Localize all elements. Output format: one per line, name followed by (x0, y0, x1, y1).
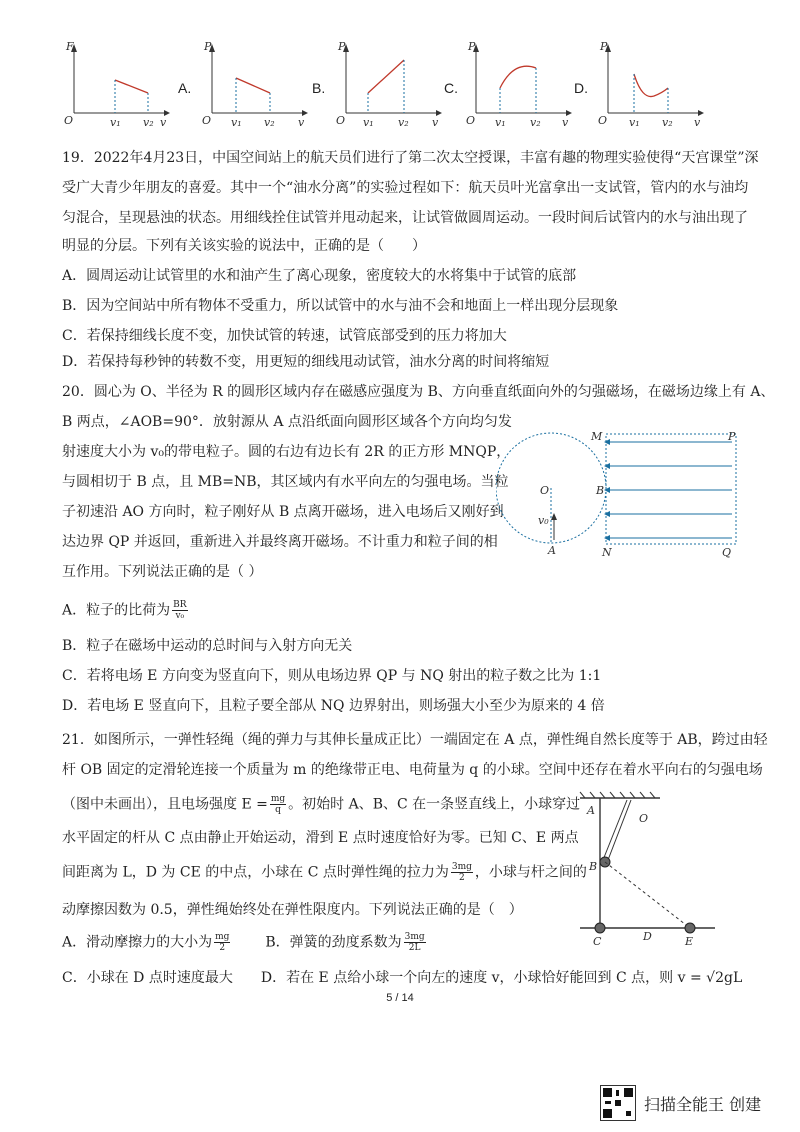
axis-label-x: v (160, 116, 167, 128)
scanner-watermark (600, 1085, 761, 1121)
q20-option-c: C．若将电场 E 方向变为竖直向下，则从电场边界 QP 与 NQ 射出的粒子数之比为 1:1 (62, 668, 602, 684)
q20-stem-line: 射速度大小为 v₀的带电粒子。圆的右边有边长有 2R 的正方形 MNQP， (62, 444, 511, 460)
q19-stem-line: 匀混合，呈现悬浊的状态。用细线拴住试管并甩动起来，让试管做圆周运动。一段时间后试管内的水与油出现了 (62, 210, 748, 226)
q19-option-d: D．若保持每秒钟的转数不变，用更短的细线甩动试管，油水分离的时间将缩短 (62, 354, 550, 370)
svg-text:O: O (639, 812, 649, 825)
graph-option-d (594, 38, 704, 128)
svg-text:v₂: v₂ (398, 116, 409, 128)
svg-text:v₂: v₂ (530, 116, 541, 128)
q20-stem-line: 达边界 QP 并返回，重新进入并最终离开磁场。不计重力和粒子间的相 (62, 534, 498, 550)
svg-text:C: C (593, 935, 602, 948)
svg-text:O: O (466, 114, 476, 127)
svg-text:v₁: v₁ (363, 116, 374, 128)
q21-stem-line: 间距离为 L，D 为 CE 的中点，小球在 C 点时弹性绳的拉力为 $\frac{3mg}{2}$ ，小球与杆之间的 (62, 862, 587, 883)
tick-v2: v₂ (143, 116, 154, 128)
svg-text:N: N (602, 546, 612, 559)
q19-stem-line: 19．2022年4月23日，中国空间站上的航天员们进行了第二次太空授课，丰富有趣的物理实验使得“天宫课堂”深 (62, 150, 759, 166)
q20-option-a: A．粒子的比荷为 $\frac{BR}{\text{v₀}}$ (62, 600, 187, 621)
svg-text:v₀: v₀ (538, 514, 549, 527)
svg-text:P: P (600, 40, 608, 53)
svg-text:B: B (589, 860, 598, 873)
svg-text:v₁: v₁ (629, 116, 640, 128)
svg-text:v: v (298, 116, 305, 128)
q20-stem-line: 与圆相切于 B 点，且 MB=NB，其区域内有水平向左的匀强电场。当粒 (62, 474, 509, 490)
q21-stem-line: 动摩擦因数为 0.5，弹性绳始终处在弹性限度内。下列说法正确的是（ ） (62, 902, 523, 918)
qr-code-icon (600, 1085, 636, 1121)
q19-option-c: C．若保持细线长度不变，加快试管的转速，试管底部受到的压力将加大 (62, 328, 507, 344)
q21-option-ab: A．滑动摩擦力的大小为 $\frac{mg}{2}$ B．弹簧的劲度系数为 $\frac{3mg}{2L}$ (62, 932, 425, 953)
q21-option-cd: C．小球在 D 点时速度最大 D．若在 E 点给小球一个向左的速度 v，小球恰好能回到 C 点，则 v = √2gL (62, 970, 743, 986)
svg-text:v₂: v₂ (662, 116, 673, 128)
tick-v1: v₁ (110, 116, 121, 128)
graph-option-b (332, 38, 442, 128)
q20-stem-line: 互作用。下列说法正确的是（ ） (62, 564, 263, 580)
fraction: $\frac{BR}{\text{v₀}}$ (173, 600, 187, 621)
q19-stem-line: 明显的分层。下列有关该实验的说法中，正确的是（ ） (62, 238, 426, 254)
svg-text:P: P (468, 40, 476, 53)
graph-f-v (60, 38, 170, 128)
svg-text:v₁: v₁ (495, 116, 506, 128)
svg-text:O: O (202, 114, 212, 127)
graph-option-c (462, 38, 572, 128)
q20-stem-line: B 两点，∠AOB=90°．放射源从 A 点沿纸面向圆形区域各个方向均匀发 (62, 414, 512, 430)
q20-stem-line: 20．圆心为 O、半径为 R 的圆形区域内存在磁感应强度为 B、方向垂直纸面向外的匀强磁场，在磁场边缘上有 A、 (62, 384, 775, 400)
svg-text:v: v (432, 116, 439, 128)
graph-option-c-label: C. (444, 80, 458, 96)
q19-option-b: B．因为空间站中所有物体不受重力，所以试管中的水与油不会和地面上一样出现分层现象 (62, 298, 619, 314)
svg-text:v₁: v₁ (231, 116, 242, 128)
svg-text:O: O (598, 114, 608, 127)
svg-text:A: A (587, 804, 595, 817)
q21-stem-line: 21．如图所示，一弹性轻绳（绳的弹力与其伸长量成正比）一端固定在 A 点，弹性绳自然长度等于 AB，跨过由轻 (62, 732, 768, 748)
page-number: 5 / 14 (386, 992, 414, 1004)
graph-option-a (198, 38, 308, 128)
svg-text:v: v (694, 116, 701, 128)
brand-text: 扫描全能王 创建 (644, 1094, 762, 1114)
axis-label-y: F (66, 40, 74, 53)
svg-text:D: D (643, 930, 652, 943)
origin-label: O (64, 114, 74, 127)
svg-text:Q: Q (722, 546, 732, 559)
q20-option-d: D．若电场 E 竖直向下，且粒子要全部从 NQ 边界射出，则场强大小至少为原来的 4 倍 (62, 698, 605, 714)
q19-option-a: A．圆周运动让试管里的水和油产生了离心现象，密度较大的水将集中于试管的底部 (62, 268, 577, 284)
svg-text:v₂: v₂ (264, 116, 275, 128)
q21-figure (575, 790, 725, 955)
svg-text:P: P (728, 430, 736, 443)
svg-text:A: A (548, 544, 556, 557)
graph-option-b-label: B. (312, 80, 326, 96)
svg-text:P: P (204, 40, 212, 53)
svg-text:M: M (591, 430, 603, 443)
graph-option-a-label: A. (178, 80, 192, 96)
q19-stem-line: 受广大青少年朋友的喜爱。其中一个“油水分离”的实验过程如下：航天员叶光富拿出一支试管，管内的水与油均 (62, 180, 749, 196)
svg-text:O: O (336, 114, 346, 127)
svg-text:E: E (685, 935, 694, 948)
svg-text:O: O (540, 484, 550, 497)
q20-stem-line: 子初速沿 AO 方向时，粒子刚好从 B 点离开磁场，进入电场后又刚好到 (62, 504, 504, 520)
q21-stem-line: （图中未画出），且电场强度 E = $\frac{mg}{q}$ 。初始时 A、B、C 在一条竖直线上，小球穿过 (62, 794, 581, 815)
q20-option-b: B．粒子在磁场中运动的总时间与入射方向无关 (62, 638, 353, 654)
svg-text:P: P (338, 40, 346, 53)
q21-stem-line: 杆 OB 固定的定滑轮连接一个质量为 m 的绝缘带正电、电荷量为 q 的小球。空间中还存在着水平向右的匀强电场 (62, 762, 763, 778)
q20-figure (496, 420, 746, 565)
graph-option-d-label: D. (574, 80, 588, 96)
svg-text:v: v (562, 116, 569, 128)
svg-text:B: B (596, 484, 605, 497)
q21-stem-line: 水平固定的杆从 C 点由静止开始运动，滑到 E 点时速度恰好为零。已知 C、E 两点 (62, 830, 579, 846)
